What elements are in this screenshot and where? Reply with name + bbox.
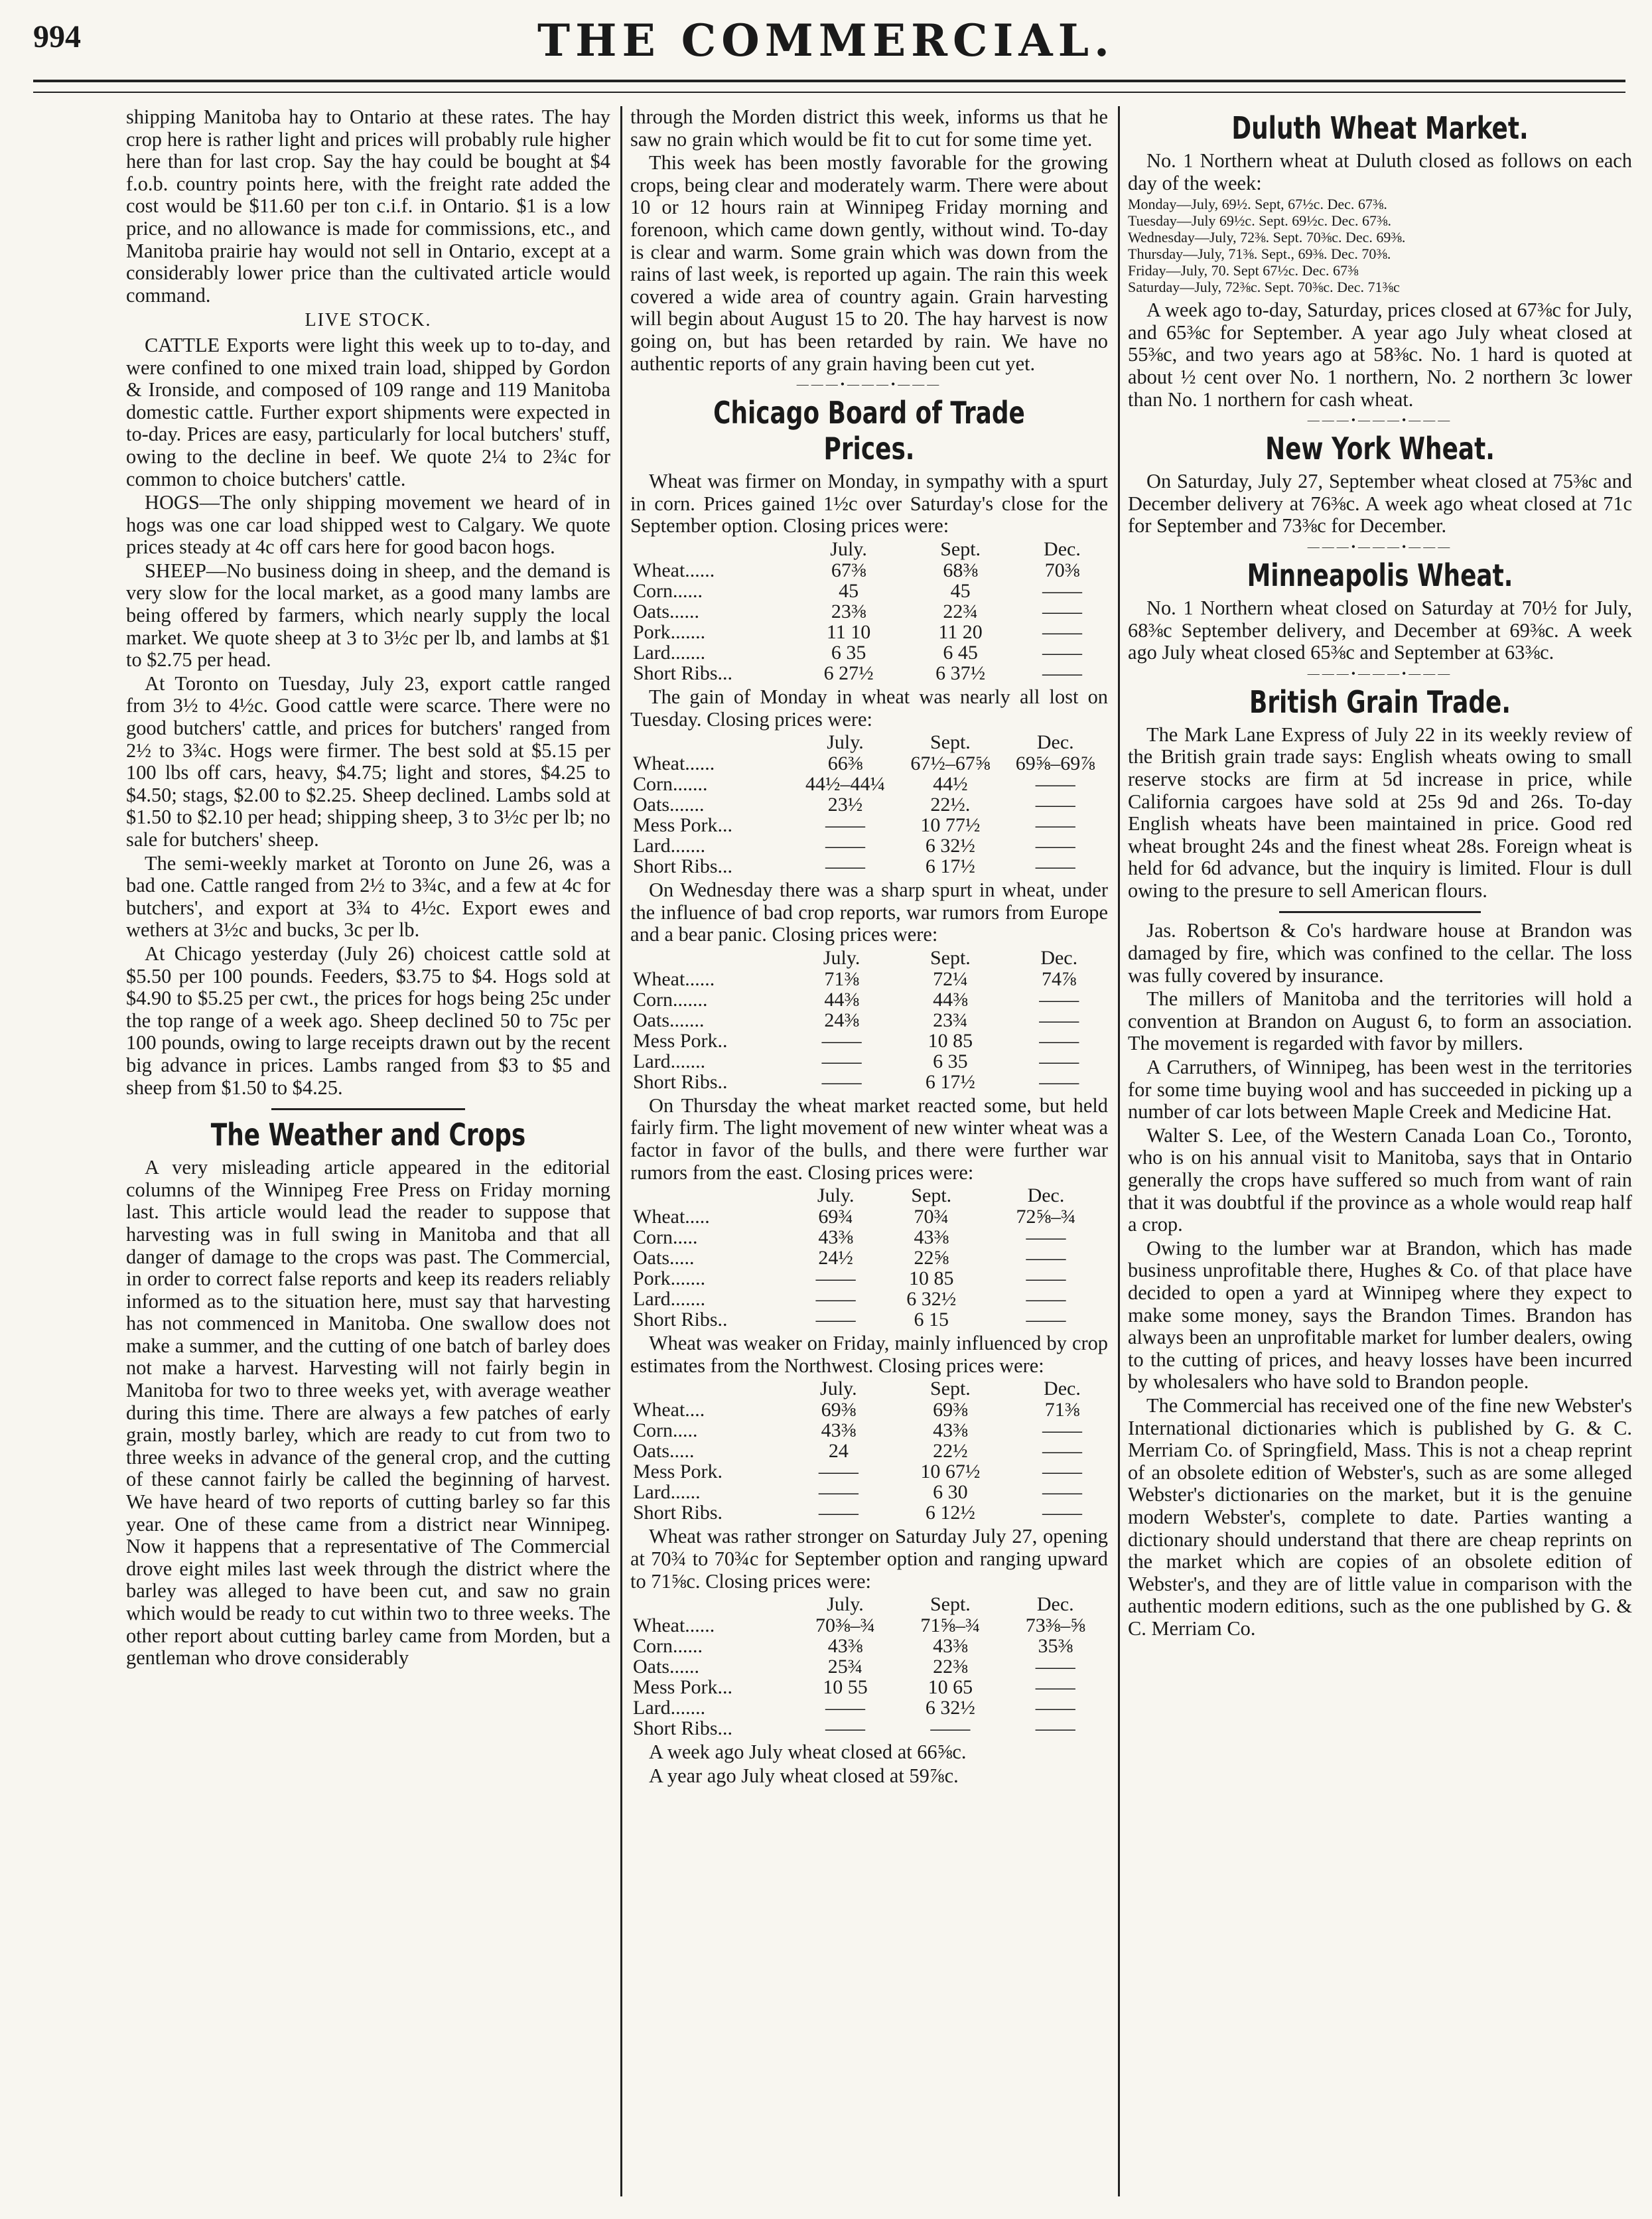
- price-cell: 6 30: [933, 1481, 968, 1504]
- commodity-label: Lard......: [633, 1481, 701, 1504]
- price-table-tuesday: [630, 732, 1108, 877]
- table-row: [630, 1031, 1108, 1051]
- price-cell: ——: [1039, 1050, 1079, 1072]
- table-row: [630, 1051, 1108, 1072]
- table-header-cell: [630, 1185, 793, 1206]
- daily-price-line: Wednesday—July, 72⅜. Sept. 70⅜c. Dec. 69⅜.: [1128, 229, 1406, 246]
- commodity-label: Corn......: [633, 579, 703, 602]
- table-row: [630, 794, 1108, 815]
- table-header-cell: Sept.: [911, 1184, 952, 1207]
- commodity-label: Corn.......: [633, 773, 708, 796]
- price-cell: 43⅜: [827, 1635, 863, 1658]
- column-2: [630, 106, 1108, 2196]
- table-header-cell: Sept.: [929, 1378, 971, 1400]
- price-cell: 6 15: [914, 1309, 949, 1331]
- price-cell: 10 77½: [920, 814, 981, 837]
- price-cell: ——: [825, 1717, 865, 1740]
- commodity-label: Mess Pork.: [633, 1461, 723, 1483]
- table-header-cell: Dec.: [1036, 1593, 1074, 1616]
- table-header-row: [630, 1378, 1108, 1399]
- paragraph: No. 1 Northern wheat at Duluth closed as follows on each day of the week:: [1128, 149, 1632, 194]
- table-row: [630, 753, 1108, 774]
- table-row: [630, 1461, 1108, 1482]
- table-row: [630, 1697, 1108, 1718]
- price-cell: ——: [1042, 1502, 1082, 1524]
- price-cell: ——: [1035, 855, 1075, 878]
- paragraph: The semi-weekly market at Toronto on June 26, was a bad one. Cattle ranged from 2½ to 3¾c, and a few at 4c for butchers', and export at 3¾ to 4½c. Export ewes and wethers at 3½c and bucks, 3c per lb.: [126, 851, 610, 942]
- table-header-cell: July.: [827, 731, 864, 754]
- price-cell: 45: [839, 579, 859, 602]
- page-number: 994: [33, 19, 81, 54]
- table-header-cell: Sept.: [929, 731, 971, 754]
- paragraph: Walter S. Lee, of the Western Canada Loan Co., Toronto, who is on his annual visit to Manitoba, says that in Ontario generally the crops have suffered so much from want of rain that it was doubtful if the province as a whole would reap half a crop.: [1128, 1123, 1632, 1236]
- price-cell: 6 17½: [925, 1070, 975, 1093]
- price-cell: 43⅜: [818, 1226, 853, 1249]
- article-heading-duluth: Duluth Wheat Market.: [1231, 110, 1529, 146]
- price-cell: ——: [818, 1481, 859, 1504]
- table-header-cell: Dec.: [1044, 537, 1081, 560]
- price-cell: 10 67½: [920, 1461, 981, 1483]
- price-cell: ——: [1035, 1656, 1075, 1678]
- price-cell: ——: [930, 1717, 971, 1740]
- table-row: [630, 1677, 1108, 1697]
- price-cell: ——: [1042, 1419, 1082, 1442]
- price-cell: 24⅜: [824, 1009, 859, 1031]
- price-cell: 6 32½: [925, 1697, 975, 1719]
- table-row: [630, 1718, 1108, 1739]
- commodity-label: Lard.......: [633, 1050, 706, 1072]
- column-3: [1128, 106, 1632, 2196]
- price-cell: 72¼: [933, 967, 968, 990]
- price-cell: 69⅜: [821, 1399, 857, 1421]
- price-cell: 45: [950, 579, 971, 602]
- table-header-row: [630, 1185, 1108, 1206]
- commodity-label: Corn.....: [633, 1226, 698, 1249]
- commodity-label: Pork.......: [633, 620, 706, 643]
- table-header-row: [630, 948, 1108, 969]
- price-cell: ——: [815, 1288, 856, 1311]
- table-row: [630, 1482, 1108, 1502]
- price-cell: ——: [1026, 1247, 1066, 1269]
- column-divider: [1118, 106, 1120, 2196]
- commodity-label: Oats.....: [633, 1440, 695, 1463]
- price-cell: 74⅞: [1041, 967, 1077, 990]
- table-header-row: [630, 1594, 1108, 1615]
- paragraph: HOGS—The only shipping movement we heard of in hogs was one car load shipped west to Calgary. We quote prices steady at 4c off cars here for good bacon hogs.: [126, 491, 610, 559]
- paragraph: CATTLE Exports were light this week up to to-day, and were confined to one mixed train load, shipped by Gordon & Ironside, and composed of 109 range and 119 Manitoba domestic cattle. Further export shipments were expected in to-day. Prices are easy, particularly for local butchers' stuff, owing to the decline in beef. We quote 2¼ to 2¾c for common to choice butchers' cattle.: [126, 333, 610, 490]
- price-cell: ——: [818, 1461, 859, 1483]
- price-cell: 22¾: [943, 600, 978, 622]
- price-cell: ——: [1039, 1009, 1079, 1031]
- price-cell: ——: [825, 855, 865, 878]
- commodity-label: Mess Pork..: [633, 1029, 728, 1052]
- commodity-label: Short Ribs..: [633, 1309, 728, 1331]
- table-row: [630, 560, 1108, 581]
- duluth-daily-prices: [1128, 196, 1632, 295]
- price-cell: 22⅜: [933, 1656, 968, 1678]
- commodity-label: Corn......: [633, 1635, 703, 1658]
- commodity-label: Wheat......: [633, 559, 715, 581]
- paragraph: Jas. Robertson & Co's hardware house at Brandon was damaged by fire, which was confined to the cellar. The loss was fully covered by insurance.: [1128, 919, 1632, 987]
- price-cell: 22½.: [930, 794, 971, 816]
- price-cell: 6 35: [831, 641, 866, 664]
- table-row: [630, 1227, 1108, 1248]
- table-row: [630, 642, 1108, 663]
- price-cell: ——: [1042, 579, 1082, 602]
- table-header-cell: Sept.: [929, 1593, 971, 1616]
- table-row: [630, 1399, 1108, 1420]
- price-cell: ——: [1042, 1461, 1082, 1483]
- table-row: [630, 1072, 1108, 1092]
- table-row: [630, 1309, 1108, 1330]
- paragraph: On Saturday, July 27, September wheat closed at 75⅜c and December delivery at 76⅜c. A week ago wheat closed at 71c for September and 73⅜c for December.: [1128, 470, 1632, 537]
- article-heading-chicago: Chicago Board of Trade Prices.: [713, 395, 1025, 467]
- commodity-label: Corn.......: [633, 988, 708, 1011]
- price-cell: 23¾: [933, 1009, 968, 1031]
- table-header-cell: [630, 539, 793, 560]
- price-cell: 70⅜: [1044, 559, 1080, 581]
- price-table-saturday: [630, 1594, 1108, 1739]
- price-cell: ——: [825, 814, 865, 837]
- price-cell: 23⅜: [831, 600, 866, 622]
- table-row: [630, 581, 1108, 601]
- price-cell: ——: [1042, 620, 1082, 643]
- table-header-cell: Dec.: [1040, 946, 1078, 969]
- table-header-row: [630, 732, 1108, 753]
- price-cell: ——: [815, 1267, 856, 1290]
- table-row: [630, 1420, 1108, 1441]
- price-cell: 22½: [933, 1440, 968, 1463]
- commodity-label: Oats......: [633, 600, 699, 622]
- table-header-row: [630, 539, 1108, 560]
- paragraph: A week ago to-day, Saturday, prices closed at 67⅜c for July, and 65⅜c for September. A year ago July wheat closed at 55⅜c, and two years ago at 58⅜c. No. 1 hard is quoted at about ½ cent over No. 1 northern, No. 2 northern 3c lower than No. 1 northern for cash wheat.: [1128, 299, 1632, 411]
- paragraph: shipping Manitoba hay to Ontario at these rates. The hay crop here is rather light and prices will probably rule higher here than for last crop. Say the hay could be bought at $4 f.o.b. country points here, with the freight rate added the cost would be $11.60 per ton c.i.f. in Ontario. $1 is a low price, and no allowance is made for commissions, etc., and Manitoba prairie hay would not sell in Ontario, except at a considerably lower price than the cultivated article would command.: [126, 106, 610, 307]
- paragraph: On Wednesday there was a sharp spurt in wheat, under the influence of bad crop reports, war rumors from Europe and a bear panic. Closing prices were:: [630, 879, 1108, 946]
- price-cell: 73⅜–⅝: [1025, 1614, 1085, 1637]
- table-row: [630, 969, 1108, 989]
- table-row: [630, 663, 1108, 683]
- paragraph: The Commercial has received one of the fine new Webster's International dictionaries which is published by G. & C. Merriam Co. of Springfield, Mass. This is not a cheap reprint of an obsolete edition of Webster's, such as are some alleged Webster's dictionaries on the market, but it is the genuine modern Webster's, complete to date. Parties wanting a dictionary should understand that there are cheap reprints on the market which are copies of an obsolete edition of Webster's, and they are of little value in comparison with the authentic modern editions, such as the one published by G. & C. Merriam Co.: [1128, 1394, 1632, 1640]
- commodity-label: Short Ribs.: [633, 1502, 723, 1524]
- article-heading-weather: The Weather and Crops: [210, 1117, 526, 1153]
- paragraph: A week ago July wheat closed at 66⅝c.: [649, 1741, 967, 1764]
- price-cell: ——: [1035, 835, 1075, 857]
- price-cell: ——: [1026, 1288, 1066, 1311]
- commodity-label: Oats.....: [633, 1247, 695, 1269]
- table-row: [630, 1502, 1108, 1523]
- price-cell: 6 32½: [925, 835, 975, 857]
- price-cell: 44½: [933, 773, 968, 796]
- header-rule: [33, 80, 1625, 82]
- price-cell: 6 45: [943, 641, 978, 664]
- price-cell: 71⅜: [1044, 1399, 1080, 1421]
- price-cell: ——: [815, 1309, 856, 1331]
- table-header-cell: Dec.: [1044, 1378, 1081, 1400]
- price-cell: 10 85: [928, 1029, 973, 1052]
- paragraph: through the Morden district this week, informs us that he saw no grain which would be fit to cut for some time yet.: [630, 106, 1108, 151]
- price-cell: ——: [1042, 600, 1082, 622]
- table-row: [630, 1441, 1108, 1461]
- price-cell: 72⅝–¾: [1016, 1206, 1076, 1228]
- table-header-cell: Dec.: [1027, 1184, 1065, 1207]
- price-cell: 67½–67⅝: [910, 752, 991, 775]
- table-row: [630, 1268, 1108, 1289]
- price-cell: 6 27½: [823, 662, 874, 684]
- paragraph: At Chicago yesterday (July 26) choicest cattle sold at $5.50 per 100 pounds. Feeders, $3.75 to $4. Hogs sold at $4.90 to $5.25 per cwt., the prices for hogs being 25c under the top range of a week ago. Sheep declined 50 to 75c per 100 pounds, owing to large receipts drawn out by the recent big advance in prices. Lambs ranged from $3 to $5 and sheep from $1.50 to $4.25.: [126, 942, 610, 1099]
- paragraph: No. 1 Northern wheat closed on Saturday at 70½ for July, 68⅜c September delivery, and December at 69⅜c. A week ago July wheat closed 65⅜c and September at 63⅜c.: [1128, 596, 1632, 664]
- dotted-separator: ———•———•———: [796, 378, 942, 392]
- price-cell: ——: [1042, 662, 1082, 684]
- price-cell: 43⅜: [933, 1635, 968, 1658]
- commodity-label: Wheat....: [633, 1399, 705, 1421]
- price-cell: 44½–44¼: [805, 773, 885, 796]
- price-cell: 11 20: [938, 620, 983, 643]
- price-cell: ——: [825, 835, 865, 857]
- price-cell: 66⅜: [827, 752, 863, 775]
- price-cell: 6 32½: [906, 1288, 957, 1311]
- price-cell: ——: [1035, 773, 1075, 796]
- daily-price-line: Tuesday—July 69½c. Sept. 69½c. Dec. 67⅜.: [1128, 212, 1391, 230]
- commodity-label: Short Ribs...: [633, 855, 733, 878]
- price-cell: 23½: [827, 794, 863, 816]
- commodity-label: Wheat......: [633, 967, 715, 990]
- price-cell: 43⅜: [914, 1226, 949, 1249]
- daily-price-line: Friday—July, 70. Sept 67½c. Dec. 67⅜: [1128, 262, 1359, 279]
- price-cell: ——: [821, 1050, 862, 1072]
- price-cell: ——: [821, 1070, 862, 1093]
- price-cell: ——: [1039, 1029, 1079, 1052]
- commodity-label: Short Ribs..: [633, 1070, 728, 1093]
- paragraph: At Toronto on Tuesday, July 23, export cattle ranged from 3½ to 4½c. Good cattle were scarce. There were no good butchers' cattle, and prices for butchers' ranged from 2½ to 3¾c. Hogs were firmer. The best sold at $5.15 per 100 lbs off cars, heavy, $4.75; light and stores, $4.25 to $4.50; stags, $2.00 to $2.25. Sheep declined. Lambs sold at $1.50 to $2.10 per head; shipping sheep, 3 to 3½c per lb; no sale for butchers' sheep.: [126, 672, 610, 851]
- commodity-label: Lard.......: [633, 835, 706, 857]
- commodity-label: Mess Pork...: [633, 814, 733, 837]
- commodity-label: Lard.......: [633, 1288, 706, 1311]
- commodity-label: Lard.......: [633, 1697, 706, 1719]
- price-cell: ——: [825, 1697, 865, 1719]
- price-cell: 44⅜: [824, 988, 859, 1011]
- price-cell: ——: [1026, 1309, 1066, 1331]
- price-cell: 11 10: [826, 620, 871, 643]
- daily-price-line: Saturday—July, 72⅜c. Sept. 70⅜c. Dec. 71⅜c: [1128, 279, 1400, 296]
- article-heading-british: British Grain Trade.: [1249, 683, 1511, 720]
- price-cell: 6 35: [933, 1050, 968, 1072]
- price-cell: 6 12½: [925, 1502, 975, 1524]
- price-cell: ——: [1042, 1481, 1082, 1504]
- price-cell: 69⅜: [933, 1399, 968, 1421]
- commodity-label: Lard.......: [633, 641, 706, 664]
- paragraph: A year ago July wheat closed at 59⅞c.: [649, 1764, 959, 1787]
- dotted-separator: ———•———•———: [1307, 666, 1453, 680]
- section-heading-live-stock: LIVE STOCK.: [305, 310, 432, 331]
- price-cell: 67⅜: [831, 559, 866, 581]
- price-cell: 35⅜: [1038, 1635, 1073, 1658]
- paragraph: SHEEP—No business doing in sheep, and the demand is very slow for the local market, as a good many lambs are being offered by farmers, which nearly supply the local market. We quote sheep at 3 to 3½c per lb, and lambs at $1 to $2.75 per head.: [126, 559, 610, 672]
- commodity-label: Wheat......: [633, 1614, 715, 1637]
- price-cell: 10 55: [823, 1676, 868, 1699]
- dotted-separator: ———•———•———: [1307, 539, 1453, 553]
- table-row: [630, 1010, 1108, 1031]
- price-cell: 71⅜: [824, 967, 859, 990]
- table-header-cell: July.: [827, 1593, 864, 1616]
- price-cell: ——: [1042, 1440, 1082, 1463]
- price-cell: ——: [1039, 1070, 1079, 1093]
- daily-price-line: Monday—July, 69½. Sept, 67½c. Dec. 67⅜.: [1128, 196, 1387, 213]
- header-rule-thin: [33, 92, 1625, 93]
- column-divider: [620, 106, 622, 2196]
- paragraph: On Thursday the wheat market reacted some, but held fairly firm. The light movement of new winter wheat was a factor in favor of the bulls, and there were further war rumors from the east. Closing prices were:: [630, 1094, 1108, 1184]
- table-row: [630, 601, 1108, 622]
- paragraph: The millers of Manitoba and the territories will hold a convention at Brandon on August 6, to form an association. The movement is regarded with favor by millers.: [1128, 987, 1632, 1055]
- price-cell: ——: [821, 1029, 862, 1052]
- table-row: [630, 622, 1108, 642]
- price-table-monday: [630, 539, 1108, 683]
- price-cell: 10 65: [928, 1676, 973, 1699]
- paragraph: A Carruthers, of Winnipeg, has been west in the territories for some time buying wool and has succeeded in picking up a number of car lots between Maple Creek and Medicine Hat.: [1128, 1056, 1632, 1123]
- paragraph: The Mark Lane Express of July 22 in its weekly review of the British grain trade says: English wheats owing to small reserve stocks are firm at 5d increase in price, while California cargoes have sold at 25s 9d and 26s. To-day English wheats have been maintained in price. Good red wheat brought 24s and the finest wheat 28s. Foreign wheat is held for 6d advance, but the inquiry is limited. Flour is dull owing to the presure to sell American flours.: [1128, 723, 1632, 902]
- table-row: [630, 815, 1108, 835]
- table-header-cell: Dec.: [1036, 731, 1074, 754]
- commodity-label: Oats.......: [633, 794, 705, 816]
- masthead-title: THE COMMERCIAL.: [537, 15, 1115, 66]
- paragraph: The gain of Monday in wheat was nearly all lost on Tuesday. Closing prices were:: [630, 685, 1108, 731]
- price-cell: 24½: [818, 1247, 853, 1269]
- table-header-cell: July.: [817, 1184, 855, 1207]
- section-separator: [1279, 911, 1481, 913]
- table-header-cell: [630, 732, 793, 753]
- table-header-cell: Sept.: [940, 537, 981, 560]
- paragraph: Wheat was weaker on Friday, mainly influenced by crop estimates from the Northwest. Closing prices were:: [630, 1332, 1108, 1377]
- commodity-label: Wheat......: [633, 752, 715, 775]
- table-header-cell: [630, 1378, 793, 1399]
- table-header-cell: July.: [820, 1378, 857, 1400]
- article-heading-new-york: New York Wheat.: [1265, 431, 1495, 467]
- table-row: [630, 1289, 1108, 1309]
- section-separator: [271, 1108, 465, 1110]
- dotted-separator: ———•———•———: [1307, 413, 1453, 427]
- price-cell: 6 37½: [935, 662, 986, 684]
- price-cell: ——: [1026, 1267, 1066, 1290]
- price-cell: 69⅝–69⅞: [1015, 752, 1095, 775]
- price-cell: 24: [828, 1440, 849, 1463]
- table-row: [630, 1615, 1108, 1636]
- price-cell: 43⅜: [933, 1419, 968, 1442]
- price-cell: 71⅝–¾: [920, 1614, 981, 1637]
- price-cell: ——: [1035, 794, 1075, 816]
- commodity-label: Wheat.....: [633, 1206, 710, 1228]
- table-header-cell: July.: [823, 946, 860, 969]
- table-header-cell: [630, 948, 793, 969]
- table-header-cell: July.: [830, 537, 867, 560]
- price-table-wednesday: [630, 948, 1108, 1092]
- table-row: [630, 1248, 1108, 1268]
- price-cell: ——: [1042, 641, 1082, 664]
- table-header-cell: [630, 1594, 793, 1615]
- price-cell: ——: [1035, 1676, 1075, 1699]
- price-cell: 44⅜: [933, 988, 968, 1011]
- paragraph: A very misleading article appeared in the editorial columns of the Winnipeg Free Press on Friday morning last. This article would lead the reader to suppose that harvesting was in full swing in Manitoba and that all danger of damage to the crops was past. The Commercial, in order to correct false reports and keep its readers reliably informed as to the situation here, must say that harvesting has not commenced in Manitoba. One swallow does not make a summer, and the cutting of one batch of barley does not make a harvest. Harvesting will not fairly begin in Manitoba for two to three weeks yet, with average weather during this time. There are always a few patches of early grain, mostly barley, which are ready to cut from two to three weeks in advance of the general crop, and the cutting of these cannot fairly be called the beginning of harvest. We have heard of two reports of cutting barley so far this year. One of these came from a district near Winnipeg. Now it happens that a representative of The Commercial drove eight miles last week through the district where the barley was alleged to have been cut, and saw no grain which would be ready to cut within two to three weeks. The other report about cutting barley came from Morden, but a gentleman who drove considerably: [126, 1156, 610, 1670]
- table-row: [630, 1656, 1108, 1677]
- price-cell: ——: [818, 1502, 859, 1524]
- commodity-label: Mess Pork...: [633, 1676, 733, 1699]
- table-row: [630, 856, 1108, 877]
- commodity-label: Short Ribs...: [633, 1717, 733, 1740]
- price-cell: ——: [1039, 988, 1079, 1011]
- paragraph: Owing to the lumber war at Brandon, which has made business unprofitable there, Hughes & Co. of that place have decided to open a yard at Winnipeg where they expect to make some money, says the Brandon Times. Brandon has always been an unprofitable market for lumber dealers, owing to the cutting of prices, and heavy losses have been incurred by wholesalers who have sold to Brandon people.: [1128, 1236, 1632, 1394]
- price-cell: 69¾: [818, 1206, 853, 1228]
- price-table-thursday: [630, 1185, 1108, 1330]
- table-row: [630, 774, 1108, 794]
- table-header-cell: Sept.: [929, 946, 971, 969]
- commodity-label: Oats......: [633, 1656, 699, 1678]
- price-cell: 22⅝: [914, 1247, 949, 1269]
- price-cell: ——: [1026, 1226, 1066, 1249]
- table-row: [630, 989, 1108, 1010]
- column-1: [126, 106, 610, 2196]
- price-cell: 70¾: [914, 1206, 949, 1228]
- price-table-friday: [630, 1378, 1108, 1523]
- table-row: [630, 1206, 1108, 1227]
- price-cell: 6 17½: [925, 855, 975, 878]
- paragraph: Wheat was rather stronger on Saturday July 27, opening at 70¾ to 70¾c for September option and ranging upward to 71⅝c. Closing prices were:: [630, 1525, 1108, 1593]
- price-cell: 68⅜: [943, 559, 978, 581]
- commodity-label: Pork.......: [633, 1267, 706, 1290]
- daily-price-line: Thursday—July, 71⅜. Sept., 69⅜. Dec. 70⅜.: [1128, 246, 1391, 263]
- price-cell: 25¾: [827, 1656, 863, 1678]
- commodity-label: Oats.......: [633, 1009, 705, 1031]
- price-cell: 43⅜: [821, 1419, 857, 1442]
- price-cell: ——: [1035, 1717, 1075, 1740]
- price-cell: 70⅜–¾: [815, 1614, 875, 1637]
- commodity-label: Corn.....: [633, 1419, 698, 1442]
- price-cell: ——: [1035, 1697, 1075, 1719]
- article-heading-minneapolis: Minneapolis Wheat.: [1247, 557, 1513, 593]
- table-row: [630, 835, 1108, 856]
- price-cell: 10 85: [909, 1267, 954, 1290]
- table-row: [630, 1636, 1108, 1656]
- paragraph: Wheat was firmer on Monday, in sympathy with a spurt in corn. Prices gained 1½c over Saturday's close for the September option. Closing prices were:: [630, 470, 1108, 537]
- commodity-label: Short Ribs...: [633, 662, 733, 684]
- price-cell: ——: [1035, 814, 1075, 837]
- paragraph: This week has been mostly favorable for the growing crops, being clear and moderately warm. There were about 10 or 12 hours rain at Winnipeg Friday morning and forenoon, which came down gently, without wind. To-day is clear and warm. Some grain which was down from the rains of last week, is reported up again. The rain this week covered a wide area of country again. Grain harvesting will begin about August 15 to 20. The hay harvest is now going on, but has been retarded by rain. We have no authentic reports of any grain having been cut yet.: [630, 151, 1108, 375]
